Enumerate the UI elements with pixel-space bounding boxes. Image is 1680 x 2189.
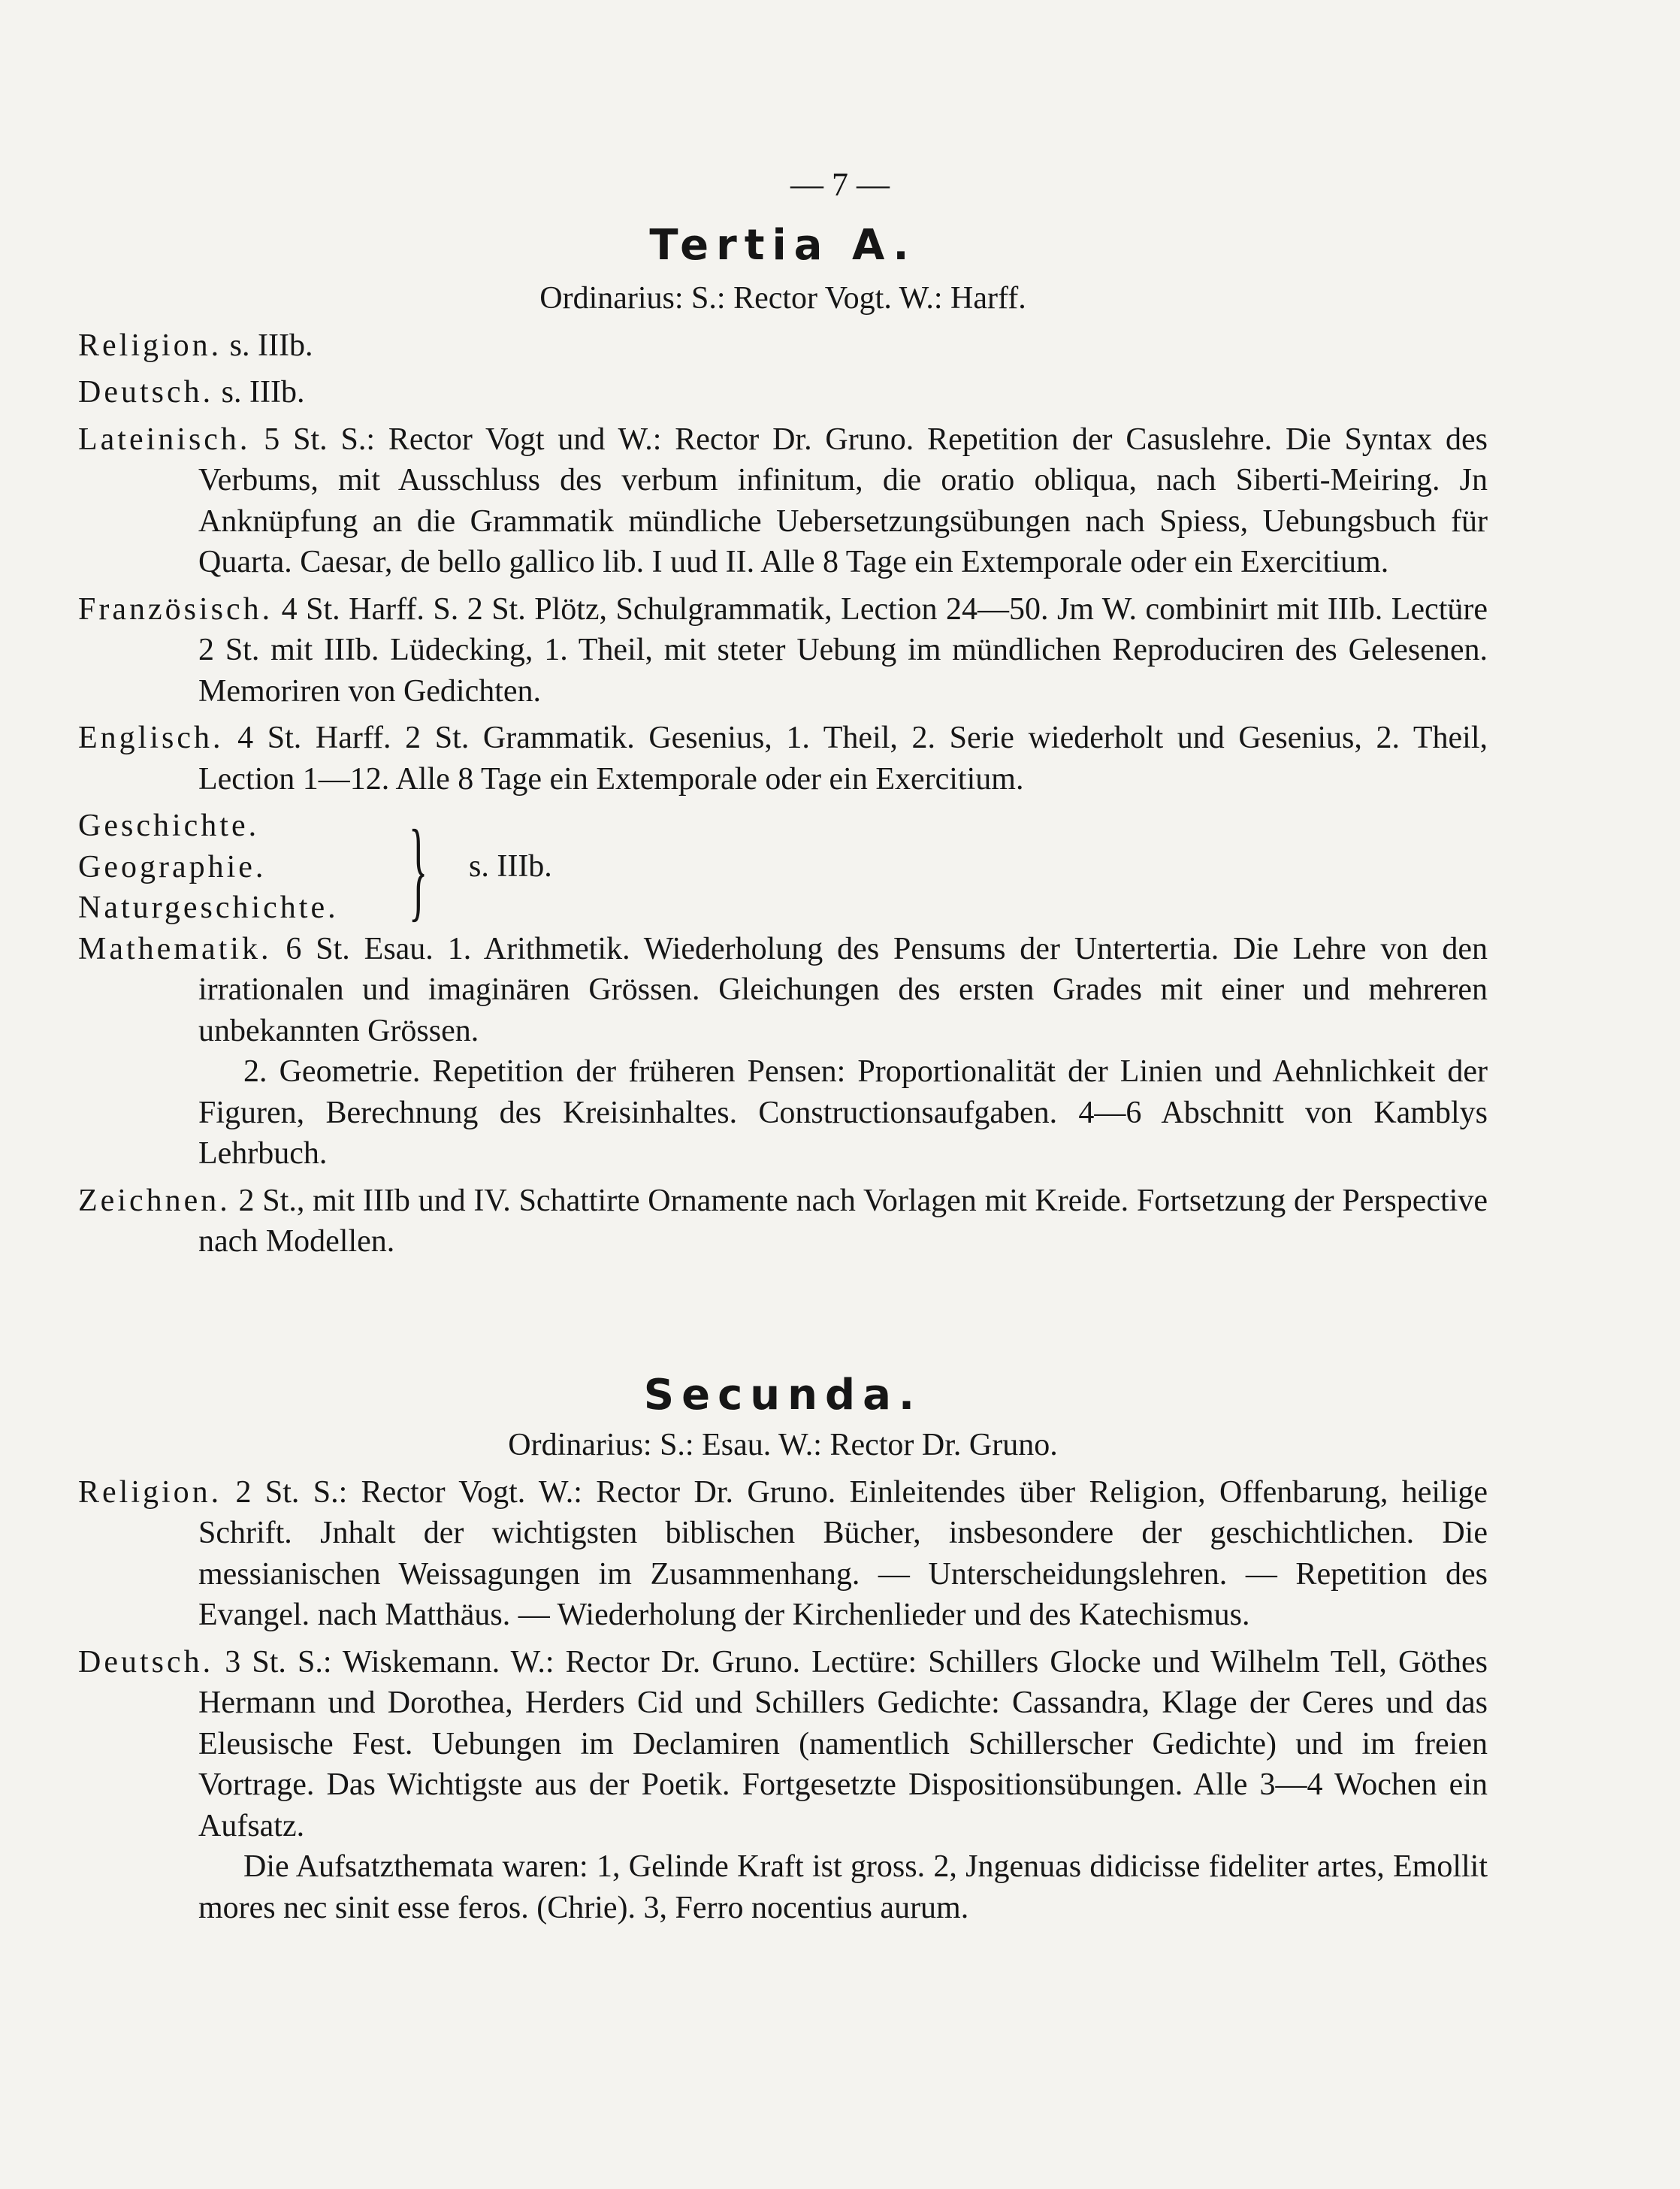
tertia-englisch (78, 718, 1488, 800)
entry-text: 2 St., mit IIIb und IV. Schattirte Ornamente nach Vorlagen mit Kreide. Fortsetzung der Perspective nach Modellen. (198, 1183, 1488, 1259)
tertia-zeichnen (78, 1181, 1488, 1262)
subject-geographie: Geographie. (78, 849, 267, 884)
entry-text: 4 St. Harff. S. 2 St. Plötz, Schulgrammatik, Lection 24—50. Jm W. combinirt mit IIIb. Lectüre 2 St. mit IIIb. Lüdecking, 1. Theil, mit steter Uebung im mündlichen Reproduciren des Gelesenen. Memoriren von Gedichten. (198, 591, 1488, 709)
subject-label: Zeichnen. (78, 1183, 231, 1218)
tertia-franzoesisch (78, 589, 1488, 712)
entry-text: 4 St. Harff. 2 St. Grammatik. Gesenius, 1. Theil, 2. Serie wiederholt und Gesenius, 2. Theil, Lection 1—12. Alle 8 Tage ein Extemporale oder ein Exercitium. (198, 721, 1488, 797)
subject-naturgeschichte: Naturgeschichte. (78, 890, 339, 925)
entry-text: 3 St. S.: Wiskemann. W.: Rector Dr. Gruno. Lectüre: Schillers Glocke und Wilhelm Tell, Göthes Hermann und Dorothea, Herders Cid und Schillers Gedichte: Cassandra, Klage der Ceres und das Eleusische Fest. Uebungen im Declamiren (namentlich Schillerscher Gedichte) und im freien Vortrage. Das Wichtigste aus der Poetik. Fortgesetzte Dispositionsübungen. Alle 3—4 Wochen ein Aufsatz. (198, 1644, 1488, 1843)
tertia-geometrie: 2. Geometrie. Repetition der früheren Pensen: Proportionalität der Linien und Aehnlichkeit der Figuren, Berechnung des Kreisinhaltes. Constructionsaufgaben. 4—6 Abschnitt von Kamblys Lehrbuch. (198, 1054, 1488, 1171)
entry-text: 5 St. S.: Rector Vogt und W.: Rector Dr. Gruno. Repetition der Casuslehre. Die Syntax des Verbums, mit Ausschluss des verbum infinitum, die oratio obliqua, nach Siberti-Meiring. Jn Anknüpfung an die Grammatik mündliche Uebersetzungsübungen nach Spiess, Uebungsbuch für Quarta. Caesar, de bello gallico lib. I uud II. Alle 8 Tage ein Extemporale oder ein Exercitium. (198, 422, 1488, 579)
tertia-deutsch (78, 372, 1488, 413)
brace-symbol: } (409, 807, 428, 932)
tertia-mathematik (78, 929, 1488, 1052)
tertia-ordinarius: Ordinarius: S.: Rector Vogt. W.: Harff. (539, 281, 1026, 316)
subject-label: Religion. (78, 328, 222, 363)
subject-label: Deutsch. (78, 375, 214, 410)
page-number: — 7 — (790, 166, 890, 203)
entry-text: 6 St. Esau. 1. Arithmetik. Wiederholung des Pensums der Untertertia. Die Lehre von den irrationalen und imaginären Grössen. Gleichungen des ersten Grades mit einer und mehreren unbekannten Grössen. (198, 931, 1488, 1048)
subject-label: Religion. (78, 1474, 222, 1510)
secunda-deutsch (78, 1642, 1488, 1847)
tertia-section (78, 219, 1488, 1262)
brace-group (78, 806, 1488, 932)
brace-reference: s. IIIb. (469, 849, 552, 884)
entry-text: s. IIIb. (221, 375, 305, 410)
secunda-aufsatzthemata: Die Aufsatzthemata waren: 1, Gelinde Kraft ist gross. 2, Jngenuas didicisse fideliter artes, Emollit mores nec sinit esse feros. (Chrie). 3, Ferro nocentius aurum. (198, 1849, 1488, 1925)
subject-label: Deutsch. (78, 1644, 214, 1680)
subject-label: Lateinisch. (78, 422, 251, 457)
secunda-religion (78, 1472, 1488, 1636)
subject-geschichte: Geschichte. (78, 809, 260, 843)
subject-label: Englisch. (78, 721, 224, 755)
entry-text: 2 St. S.: Rector Vogt. W.: Rector Dr. Gruno. Einleitendes über Religion, Offenbarung, heilige Schrift. Jnhalt der wichtigsten biblischen Bücher, insbesondere der geschichtlichen. Die messianischen Weissagungen im Zusammenhang. — Unterscheidungslehren. — Repetition des Evangel. nach Matthäus. — Wiederholung der Kirchenlieder und des Katechismus. (198, 1474, 1488, 1632)
secunda-section (78, 1369, 1488, 1928)
secunda-ordinarius: Ordinarius: S.: Esau. W.: Rector Dr. Gruno. (508, 1428, 1058, 1462)
secunda-heading: Secunda. (643, 1371, 923, 1420)
subject-label: Französisch. (78, 591, 273, 627)
subject-label: Mathematik. (78, 931, 272, 966)
tertia-lateinisch (78, 419, 1488, 583)
tertia-religion (78, 325, 1488, 367)
entry-text: s. IIIb. (229, 328, 313, 363)
tertia-heading: Tertia A. (649, 221, 917, 270)
